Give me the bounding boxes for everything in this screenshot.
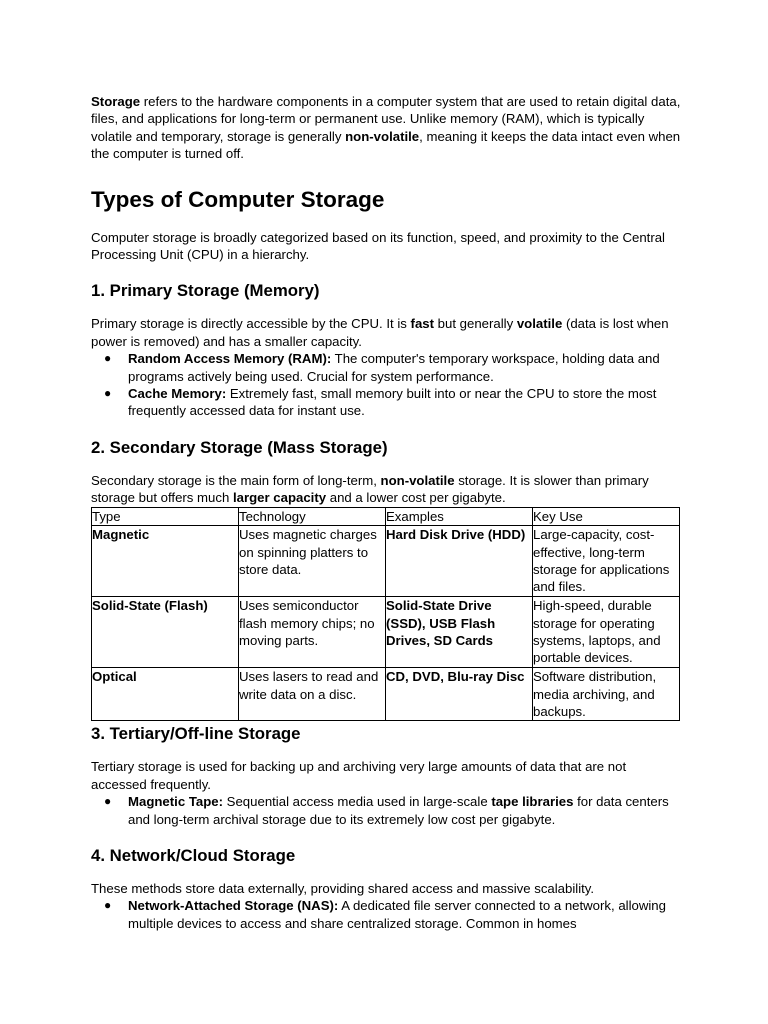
table-cell: CD, DVD, Blu-ray Disc [386, 668, 533, 721]
network-storage-list [91, 897, 681, 932]
table-header-cell: Type [92, 507, 239, 525]
table-cell: High-speed, durable storage for operating systems, laptops, and portable devices. [533, 597, 680, 668]
bullet-icon: ● [104, 351, 112, 366]
table-header-cell: Examples [386, 507, 533, 525]
bullet-icon: ● [104, 794, 112, 809]
tertiary-storage-paragraph: Tertiary storage is used for backing up and archiving very large amounts of data that are not accessed frequently. [91, 759, 627, 792]
table-header-cell: Technology [239, 507, 386, 525]
tertiary-storage-heading: 3. Tertiary/Off-line Storage [91, 724, 301, 744]
table-cell: Uses lasers to read and write data on a disc. [239, 668, 386, 721]
table-cell: Hard Disk Drive (HDD) [386, 526, 533, 597]
table-row [92, 526, 680, 597]
page-title: Types of Computer Storage [91, 186, 385, 212]
network-storage-heading: 4. Network/Cloud Storage [91, 845, 296, 865]
table-cell: Solid-State Drive (SSD), USB Flash Drives, SD Cards [386, 597, 533, 668]
table-header-row [92, 507, 680, 525]
intro-text-2: , meaning it keeps the data intact even when the computer is turned off. [91, 128, 681, 162]
storage-types-table [91, 507, 680, 722]
primary-storage-paragraph: Primary storage is directly accessible by the CPU. It is fast but generally volatile (data is lost when power is removed) and has a smaller capacity. [91, 316, 669, 349]
secondary-storage-heading: 2. Secondary Storage (Mass Storage) [91, 437, 388, 457]
table-cell: Optical [92, 668, 239, 721]
table-cell: Magnetic [92, 526, 239, 597]
list-item: ● Magnetic Tape: Sequential access media used in large-scale tape libraries for data centers and long-term archival storage due to its extremely low cost per gigabyte. [104, 794, 669, 827]
bullet-icon: ● [104, 386, 112, 401]
table-row [92, 668, 680, 721]
primary-storage-heading: 1. Primary Storage (Memory) [91, 281, 320, 301]
table-cell: Software distribution, media archiving, and backups. [533, 668, 680, 721]
primary-storage-list [91, 350, 681, 420]
list-item: ● Network-Attached Storage (NAS): A dedicated file server connected to a network, allowing multiple devices to access and share centralized storage. Common in homes [104, 898, 666, 931]
network-storage-paragraph: These methods store data externally, providing shared access and massive scalability. [91, 880, 595, 896]
secondary-storage-paragraph: Secondary storage is the main form of long-term, non-volatile storage. It is slower than primary storage but offers much larger capacity and a lower cost per gigabyte. [91, 472, 649, 506]
document-page [91, 93, 681, 932]
intro-paragraph [91, 93, 681, 163]
table-header-cell: Key Use [533, 507, 680, 525]
intro-bold: non-volatile [345, 128, 420, 144]
list-item: ● Cache Memory: Extremely fast, small memory built into or near the CPU to store the most frequently accessed data for instant use. [104, 386, 657, 419]
table-cell: Solid-State (Flash) [92, 597, 239, 668]
heading-description: Computer storage is broadly categorized based on its function, speed, and proximity to the Central Processing Unit (CPU) in a hierarchy. [91, 229, 665, 263]
tertiary-storage-list [91, 793, 681, 828]
table-cell: Uses semiconductor flash memory chips; no moving parts. [239, 597, 386, 668]
table-cell: Uses magnetic charges on spinning platters to store data. [239, 526, 386, 597]
intro-text-1: refers to the hardware components in a computer system that are used to retain digital data, files, and applications for long-term or permanent use. Unlike memory (RAM), which is typically volatile and temporary, storage is generally [91, 94, 681, 144]
table-row [92, 597, 680, 668]
list-item: ● Random Access Memory (RAM): The computer's temporary workspace, holding data and programs actively being used. Crucial for system performance. [104, 351, 660, 384]
intro-term: Storage [91, 94, 141, 109]
table-cell: Large-capacity, cost-effective, long-term storage for applications and files. [533, 526, 680, 597]
bullet-icon: ● [104, 898, 112, 913]
